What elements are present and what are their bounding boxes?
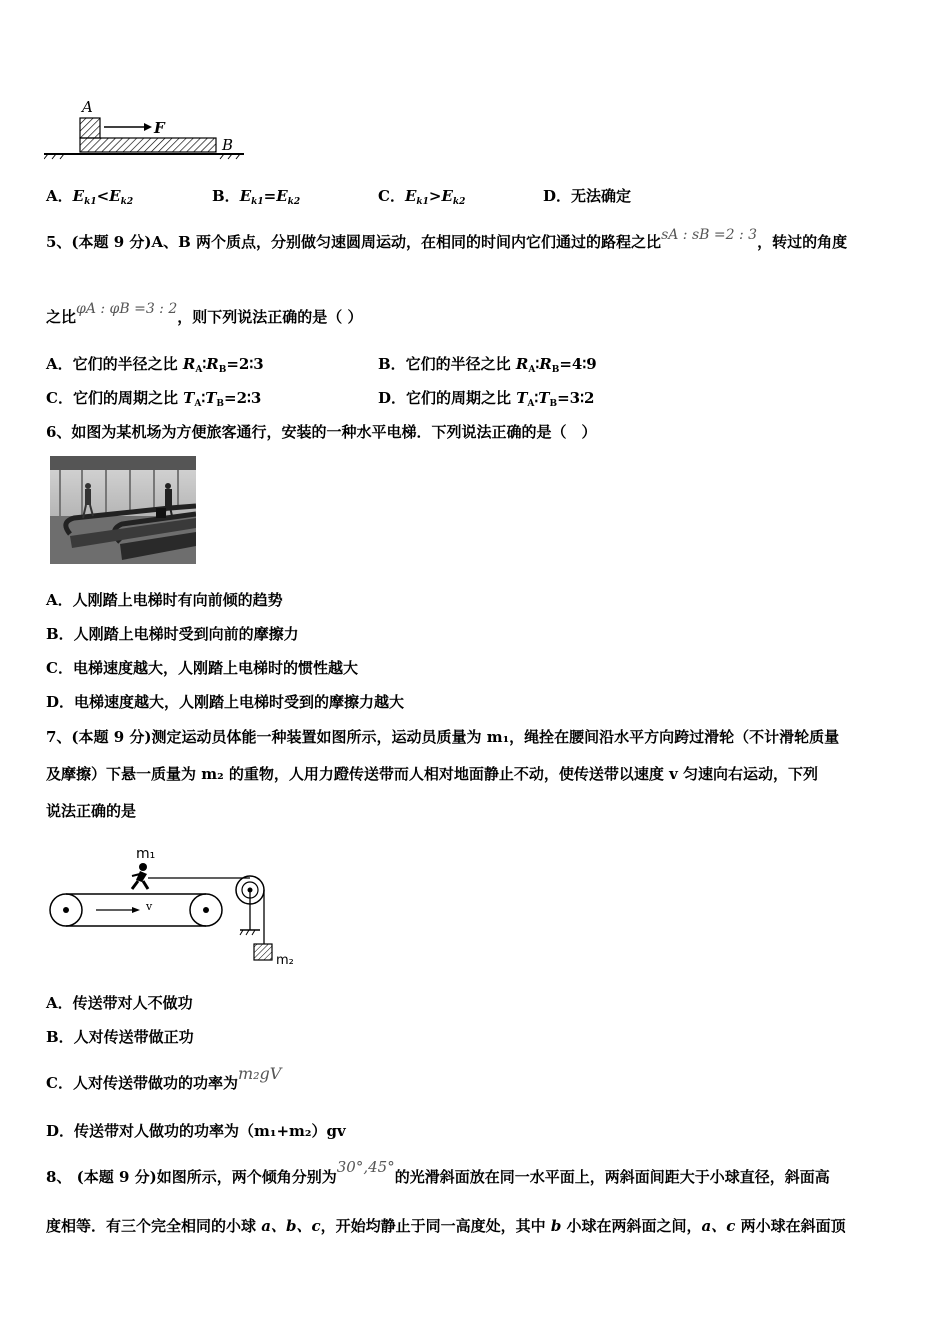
q7-option-d: D．传送带对人做功的功率为（m₁+m₂）gv xyxy=(46,1122,346,1140)
q8-stem-line2: 度相等．有三个完全相同的小球 a、b、c，开始均静止于同一高度处，其中 b 小球在两斜面之间，a、c 两小球在斜面顶 xyxy=(46,1217,846,1235)
q4-option-b: B．$E_{k1}=E_{k2}$ xyxy=(212,187,301,207)
q7-option-c: C．人对传送带做功的功率为m₂gV xyxy=(46,1064,282,1092)
q7-label-v: v xyxy=(146,900,153,913)
q7-stem-line2: 及摩擦）下悬一质量为 m₂ 的重物，人用力蹬传送带而人相对地面静止不动，使传送带以速度 v 匀速向右运动，下列 xyxy=(46,765,819,783)
q8-stem-line1: 8、 (本题 9 分)如图所示，两个倾角分别为30°,45°的光滑斜面放在同一水平面上，两斜面间距大于小球直径，斜面高 xyxy=(46,1158,830,1186)
q7-stem-line3: 说法正确的是 xyxy=(46,802,137,820)
q4-option-d: D．无法确定 xyxy=(543,187,632,205)
q5-formula-angle: φA : φB =3 : 2 xyxy=(76,301,178,317)
q4-block-figure xyxy=(44,96,254,162)
q7-option-b: B．人对传送带做正功 xyxy=(46,1028,194,1046)
q7-label-m1: m₁ xyxy=(136,846,156,862)
q6-option-b: B．人刚踏上电梯时受到向前的摩擦力 xyxy=(46,625,299,643)
q7-conveyor-figure xyxy=(44,840,304,975)
q5-formula-distance: sA : sB =2 : 3 xyxy=(661,227,758,243)
q4-label-F: F xyxy=(154,119,165,137)
q7-option-a: A．传送带对人不做功 xyxy=(46,994,193,1012)
q4-label-A: A xyxy=(82,98,93,116)
q6-option-c: C．电梯速度越大，人刚踏上电梯时的惯性越大 xyxy=(46,659,358,677)
q7-label-m2: m₂ xyxy=(276,953,294,968)
q5-stem-line1: 5、(本题 9 分)A、B 两个质点，分别做匀速圆周运动，在相同的时间内它们通过的路程之比sA : sB =2 : 3，转过的角度 xyxy=(46,227,848,251)
q5-option-d: D．它们的周期之比 $T_A∶T_B=3∶2$ xyxy=(378,389,595,409)
q7-stem-line1: 7、(本题 9 分)测定运动员体能一种装置如图所示，运动员质量为 m₁，绳拴在腰间沿水平方向跨过滑轮（不计滑轮质量 xyxy=(46,728,840,746)
q5-option-b: B．它们的半径之比 $R_A∶R_B=4∶9$ xyxy=(378,355,597,375)
q7-formula-power: m₂gV xyxy=(237,1064,282,1083)
q8-formula-angles: 30°,45° xyxy=(336,1158,395,1176)
q4-option-a: A．$E_{k1}<E_{k2}$ xyxy=(46,187,134,207)
q4-option-c: C．$E_{k1}>E_{k2}$ xyxy=(378,187,466,207)
q6-option-a: A．人刚踏上电梯时有向前倾的趋势 xyxy=(46,591,283,609)
q4-label-B: B xyxy=(222,136,234,154)
q5-option-c: C．它们的周期之比 $T_A∶T_B=2∶3$ xyxy=(46,389,262,409)
q6-option-d: D．电梯速度越大，人刚踏上电梯时受到的摩擦力越大 xyxy=(46,693,405,711)
q5-stem-line2: 之比φA : φB =3 : 2，则下列说法正确的是（ ） xyxy=(46,301,363,326)
q6-escalator-photo xyxy=(50,456,196,564)
q6-stem: 6、如图为某机场为方便旅客通行，安装的一种水平电梯．下列说法正确的是（ ） xyxy=(46,423,597,441)
q5-option-a: A．它们的半径之比 $R_A∶R_B=2∶3$ xyxy=(46,355,264,375)
